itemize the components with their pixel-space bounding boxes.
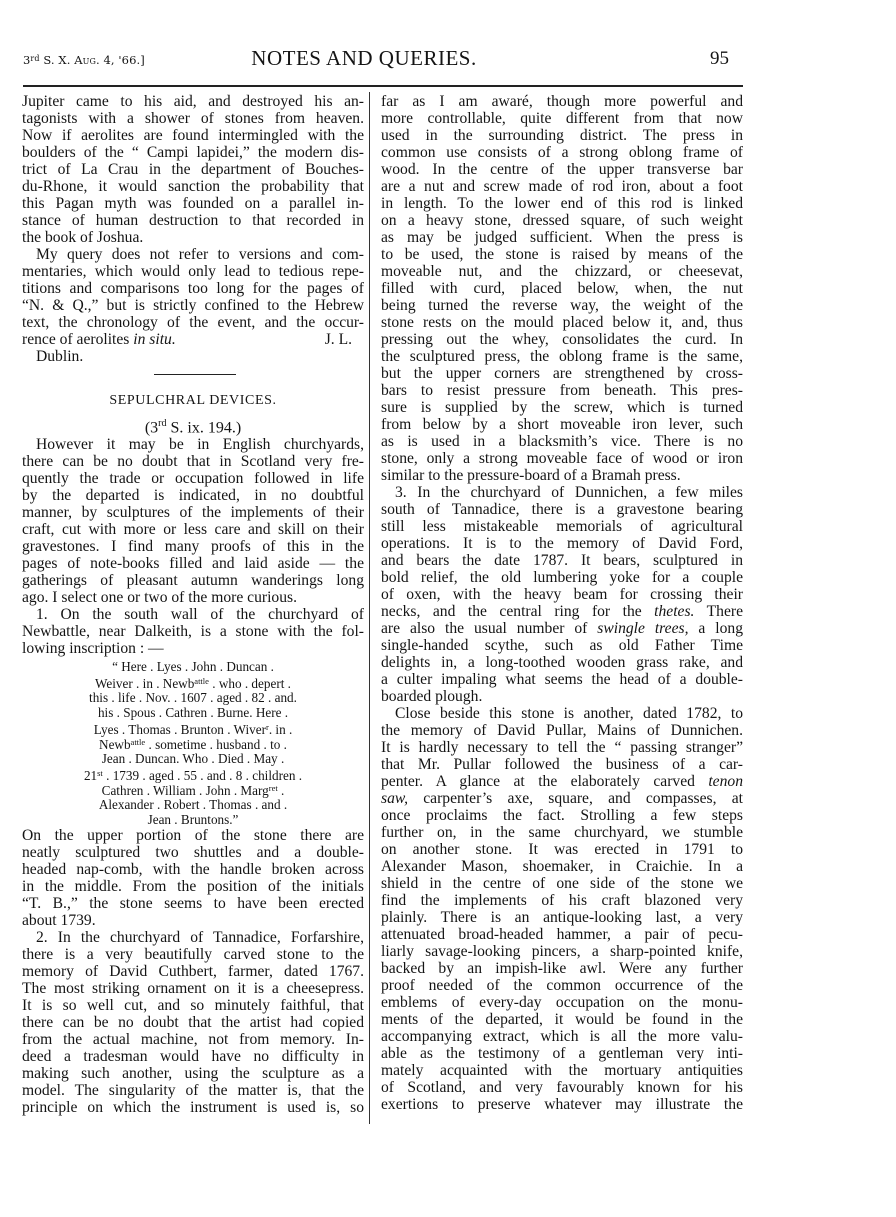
text-line: deed a tradesman would have no difficulty in (22, 1048, 364, 1066)
inscription-line (22, 735, 364, 753)
text-line: du-Rhone, it would sanction the probability that (22, 178, 364, 195)
inscription-text: Jean . Bruntons.” (147, 811, 239, 827)
text-line (381, 1028, 743, 1045)
text-line: It is so well cut, and so minutely faithful, that (22, 997, 364, 1015)
inscription-text: Newb (99, 737, 131, 753)
paragraph-tannadice (22, 929, 364, 1116)
inscription-text: Lyes . Thomas . Brunton . Wiver (93, 722, 266, 738)
text-line: making such another, using the sculpture as a (22, 1065, 364, 1083)
text-line: used in the surrounding district. The press in (381, 127, 743, 144)
text-line: “T. B.,” the stone seems to have been erected (22, 895, 364, 913)
text-line (381, 518, 743, 535)
header-rule (23, 85, 743, 87)
query-last-text: rence of aerolites (22, 331, 134, 348)
text-run: necks, and the central ring for the (381, 603, 655, 620)
text-line: On the upper portion of the stone there are (22, 827, 364, 845)
inscription-superscript: st (97, 768, 103, 779)
text-line: the sculptured press, the oblong frame is the same, (381, 348, 743, 365)
text-line: neatly sculptured two shuttles and a double- (22, 844, 364, 862)
inscription-line (22, 766, 364, 784)
text-run: once proclaims the fact. Strolling a few steps (381, 807, 743, 824)
text-line: but the upper corners are strengthened by cross- (381, 365, 743, 382)
text-line: Now if aerolites are found intermingled with the (22, 127, 364, 144)
text-line (381, 977, 743, 994)
text-run: boarded plough. (381, 688, 483, 705)
text-line (381, 535, 743, 552)
paragraph-upper-portion (22, 827, 364, 929)
inscription-text: this . life . Nov. . 1607 . aged . 82 . and. (89, 689, 297, 705)
text-run: liarly savage-looking pincers, a sharp-pointed knife, (381, 943, 743, 960)
text-line: titions and comparisons too long for the pages of (22, 280, 364, 297)
text-line: far as I am awaré, though more powerful and (381, 93, 743, 110)
text-line: gatherings of pleasant autumn wanderings long (22, 572, 364, 589)
inscription-superscript: attle (194, 676, 209, 687)
text-line: My query does not refer to versions and com- (36, 246, 364, 263)
text-line: more controllable, quite different from that now (381, 110, 743, 127)
text-line: as is used in a blacksmith’s vice. There is no (381, 433, 743, 450)
text-line: stance of human destruction to that recorded in (22, 212, 364, 229)
text-line: this Pagan myth was founded on a parallel in- (22, 195, 364, 212)
inscription-line (22, 720, 364, 738)
inscription-superscript: attle (130, 737, 146, 748)
text-line (381, 484, 743, 501)
series-ordinal: rd (30, 54, 40, 63)
text-line: there can be no doubt that in Scotland very fre- (22, 453, 364, 470)
text-line (381, 501, 743, 518)
article-ref-prefix: (3 (144, 419, 159, 437)
inscription-line (22, 674, 364, 692)
text-line: stone, only a strong moveable face of wood or iron (381, 450, 743, 467)
paragraph-cheesepress (381, 93, 743, 484)
italic-text: thetes. (654, 603, 695, 620)
text-line: being turned the reverse way, the weight of the (381, 297, 743, 314)
text-line (381, 637, 743, 654)
text-line: mentaries, which would only lead to tedious repe- (22, 263, 364, 280)
text-run: backed by an impish-like awl. Were any further (381, 960, 743, 977)
text-run: a long (688, 620, 743, 637)
text-line (381, 960, 743, 977)
inscription-text: his . Spous . Cathren . Burne. Here . (97, 704, 289, 720)
text-run: mately acquainted with the mortuary antiquities (381, 1062, 743, 1079)
text-line: gravestones. I find many proofs of this in the (22, 538, 364, 555)
text-run: emblems of every-day occupation on the monu- (381, 994, 743, 1011)
text-run: on another stone. It was erected in 1791 to (381, 841, 743, 858)
text-line (381, 586, 743, 603)
text-line: trict of La Crau in the department of Bouches- (22, 161, 364, 178)
article-ref-rest: S. ix. 194.) (166, 419, 242, 437)
text-run: shield in the centre of one side of the stone we (381, 875, 743, 892)
right-column (381, 93, 743, 1113)
text-line (381, 841, 743, 858)
text-run: penter. A glance at the elaborately carved (381, 773, 709, 790)
text-line: in the middle. From the position of the initials (22, 878, 364, 896)
text-line: ago. I select one or two of the more curious. (22, 589, 297, 606)
text-run: plainly. There is an antique-looking last, a very (381, 909, 743, 926)
text-line: However it may be in English churchyards, (36, 436, 364, 453)
text-line (381, 790, 743, 807)
text-line (381, 994, 743, 1011)
section-separator-rule (22, 365, 364, 386)
text-line (381, 739, 743, 756)
italic-text: swingle trees, (597, 620, 689, 637)
text-line (381, 722, 743, 739)
text-line: stone rests on the mould placed below it, and, thus (381, 314, 743, 331)
text-line (381, 807, 743, 824)
text-line (381, 705, 743, 722)
text-line: as may be judged sufficient. When the press is (381, 229, 743, 246)
series-volume: S. X. (39, 53, 75, 67)
text-line: headed nap-comb, with the handle broken across (22, 861, 364, 879)
text-line: quently the trade or occupation followed in life (22, 470, 364, 487)
text-line (381, 824, 743, 841)
text-line (381, 654, 743, 671)
text-line: memory of David Cuthbert, farmer, dated 1767. (22, 963, 364, 981)
text-run: the memory of David Pullar, Mains of Dunnichen. (381, 722, 743, 739)
text-line: filled with curd, placed below, when, the nut (381, 280, 743, 297)
text-line: Newbattle, near Dalkeith, is a stone with the fol- (22, 623, 364, 640)
text-line: on a heavy stone, dressed square, of such weight (381, 212, 743, 229)
text-run: There (694, 603, 743, 620)
left-column (22, 93, 364, 1116)
text-line: text, the chronology of the event, and the occur- (22, 314, 364, 331)
paragraph-jupiter (22, 93, 364, 246)
author-place: Dublin. (36, 348, 84, 365)
article-ref-sup: rd (158, 418, 167, 429)
text-line: The most striking ornament on it is a cheesepress. (22, 980, 364, 998)
text-run: bold relief, the old lumbering yoke for a couple (381, 569, 743, 586)
text-run: still less mistakeable memorials of agricultural (381, 518, 743, 535)
italic-text: tenon (708, 773, 743, 790)
text-line (381, 909, 743, 926)
text-line (381, 773, 743, 790)
inscription-text: Jean . Duncan. Who . Died . May . (101, 750, 285, 766)
text-line: principle on which the instrument is used is, so (22, 1099, 364, 1117)
inscription-line (22, 751, 364, 766)
text-line: from below by a short moveable iron lever, such (381, 416, 743, 433)
text-line: wood. In the centre of the upper transverse bar (381, 161, 743, 178)
paragraph-pullar-mason (381, 705, 743, 1113)
inscription-text: 21 (83, 768, 98, 784)
text-run: 3. In the churchyard of Dunnichen, a few miles (395, 484, 743, 501)
article-heading: SEPULCHRAL DEVICES. (109, 393, 277, 408)
text-line (381, 756, 743, 773)
text-line: pressing out the whey, consolidates the curd. In (381, 331, 743, 348)
inscription-text: . 1739 . aged . 55 . and . 8 . children . (102, 768, 303, 784)
paragraph-newbattle (22, 606, 364, 657)
column-divider (369, 92, 370, 1124)
paragraph-query-last-line (22, 331, 364, 348)
text-run: further on, in the same churchyard, we stumble (381, 824, 743, 841)
text-line: Jupiter came to his aid, and destroyed his an- (22, 93, 364, 110)
inscription-line (22, 797, 364, 812)
text-run: attenuated broad-headed hammer, a pair of pecu- (381, 926, 743, 943)
page-number: 95 (710, 48, 729, 69)
text-line (381, 1062, 743, 1079)
text-line (381, 552, 743, 569)
paragraph-query (22, 246, 364, 331)
text-line (381, 858, 743, 875)
text-line: 2. In the churchyard of Tannadice, Forfarshire, (36, 929, 364, 947)
paragraph-intro (22, 436, 364, 606)
text-line (381, 688, 743, 705)
text-line (381, 1045, 743, 1062)
text-line: common use consists of a strong oblong frame of (381, 144, 743, 161)
text-run: south of Tannadice, there is a gravestone bearing (381, 501, 743, 518)
text-line: from the actual machine, not from memory. In- (22, 1031, 364, 1049)
text-run: of Scotland, and very favourably known for his (381, 1079, 743, 1096)
text-line (381, 1096, 743, 1113)
text-line (381, 892, 743, 909)
inscription-line (22, 659, 364, 674)
text-run: find the implements of his craft blazoned very (381, 892, 743, 909)
inscription-text: . in . (268, 722, 293, 738)
text-line: model. The singularity of the matter is, that the (22, 1082, 364, 1100)
journal-title-text: NOTES AND QUERIES. (251, 46, 477, 70)
text-run: single-handed scythe, such as old Father Time (381, 637, 743, 654)
text-run: and bears the date 1787. It bears, sculptured in (381, 552, 743, 569)
query-italic-in-situ: in situ. (133, 331, 176, 348)
text-run: proof needed of the common occurrence of the (381, 977, 743, 994)
text-line (381, 1011, 743, 1028)
text-line: in length. To the lower end of this rod is linked (381, 195, 743, 212)
text-line: craft, cut with more or less care and skill on their (22, 521, 364, 538)
inscription-text: . sometime . husband . to . (145, 737, 287, 753)
article-reference (22, 412, 364, 436)
inscription-line (22, 690, 364, 705)
text-line (381, 671, 743, 688)
text-line: similar to the pressure-board of a Bramah press. (381, 467, 681, 484)
inscription-text: “ Here . Lyes . John . Duncan . (112, 659, 274, 674)
inscription-line (22, 705, 364, 720)
text-line (381, 620, 743, 637)
text-line: 1. On the south wall of the churchyard of (36, 606, 364, 623)
text-line: by the departed is indicated, in no doubtful (22, 487, 364, 504)
text-line (381, 926, 743, 943)
inscription-text: Weiver . in . Newb (95, 676, 195, 692)
text-line: moveable nut, and the chizzard, or cheesevat, (381, 263, 743, 280)
inscription-line (22, 781, 364, 799)
text-line: pages of note-books filled and laid aside — the (22, 555, 364, 572)
text-run: It is hardly necessary to tell the “ passing stranger” (381, 739, 743, 756)
text-run: that Mr. Pullar followed the business of a car- (381, 756, 743, 773)
inscription-text: Cathren . William . John . Marg (101, 783, 269, 799)
text-line (381, 1079, 743, 1096)
text-run: exertions to preserve whatever may illustrate the (381, 1096, 743, 1113)
author-signature: J. L. (324, 331, 352, 348)
text-line: the book of Joshua. (22, 229, 144, 246)
text-run: carpenter’s axe, square, and compasses, at (408, 790, 743, 807)
text-run: are also the usual number of (381, 620, 598, 637)
inscription-text: . (277, 783, 285, 799)
text-line: tagonists with a shower of stones from heaven. (22, 110, 364, 127)
text-line: lowing inscription : — (22, 640, 164, 657)
text-run: Close beside this stone is another, dated 1782, to (395, 705, 743, 722)
inscription-line (22, 812, 364, 827)
journal-title (0, 46, 896, 71)
text-line: “N. & Q.,” but is strictly confined to the Hebrew (22, 297, 364, 314)
text-line: about 1739. (22, 912, 96, 930)
text-line (381, 603, 743, 620)
text-line: bars to resist pressure from beneath. This pres- (381, 382, 743, 399)
inscription-superscript: ret (268, 783, 278, 794)
text-line: manner, by sculptures of the implements of their (22, 504, 364, 521)
inscription-text: Alexander . Robert . Thomas . and . (98, 796, 288, 812)
issue-date: 4, '66.] (99, 53, 145, 67)
text-run: a culter impaling what seems the head of a double- (381, 671, 743, 688)
inscription-superscript: r (265, 722, 269, 733)
text-run: delights in, a long-toothed wooden grass rake, and (381, 654, 743, 671)
paragraph-dunnichen (381, 484, 743, 705)
text-run: accompanying extract, which is all the more valu- (381, 1028, 743, 1045)
text-line (381, 875, 743, 892)
text-run: able as the testimony of a gentleman very inti- (381, 1045, 743, 1062)
text-line: to be used, the stone is raised by means of the (381, 246, 743, 263)
issue-month: Aug. (74, 53, 100, 67)
text-run: operations. It is to the memory of David Ford, (381, 535, 743, 552)
text-line: there is a very beautifully carved stone to the (22, 946, 364, 964)
inscription-text: . who . depert . (208, 676, 291, 692)
text-line: boulders of the “ Campi lapidei,” the modern dis- (22, 144, 364, 161)
inscription-block (22, 659, 364, 827)
text-run: of oxen, with the heavy beam for crossing their (381, 586, 743, 603)
series-number: 3 (23, 53, 31, 67)
text-run: Alexander Mason, shoemaker, in Craichie. In a (381, 858, 743, 875)
text-line: there can be no doubt that the artist had copied (22, 1014, 364, 1032)
text-run: ments of the departed, it would be found in the (381, 1011, 743, 1028)
text-line (381, 943, 743, 960)
text-line: sure is supplied by the screw, which is turned (381, 399, 743, 416)
text-line (381, 569, 743, 586)
italic-text: saw, (381, 790, 409, 807)
text-line: are a nut and screw made of rod iron, about a foot (381, 178, 743, 195)
